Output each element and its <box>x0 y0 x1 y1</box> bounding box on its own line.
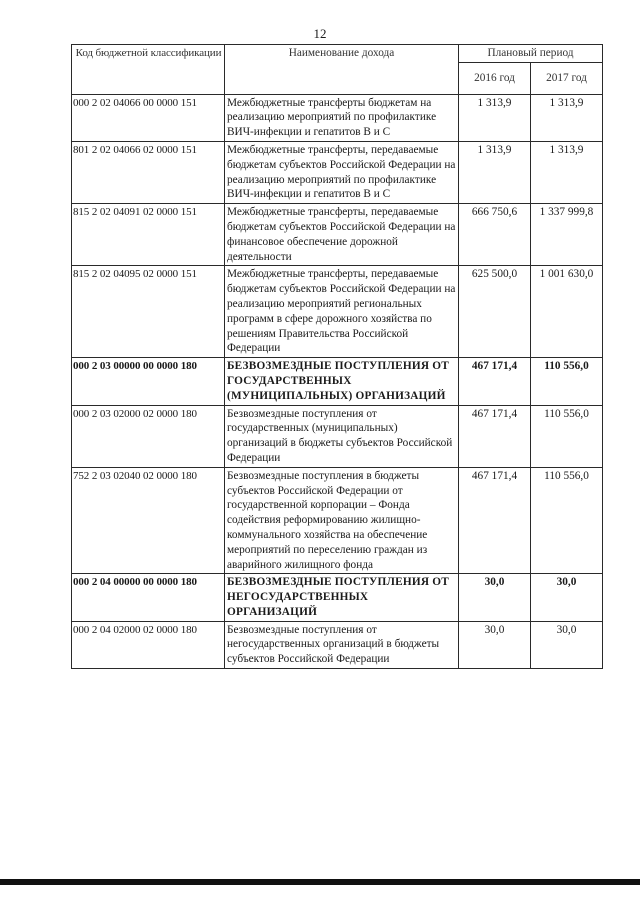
row-code: 000 2 03 02000 02 0000 180 <box>72 405 225 467</box>
table-row <box>72 405 603 467</box>
table-row <box>72 266 603 358</box>
row-value-2017: 30,0 <box>531 574 603 621</box>
row-code: 815 2 02 04095 02 0000 151 <box>72 266 225 358</box>
row-name: Безвозмездные поступления в бюджеты субъектов Российской Федерации от государственной корпорации – Фонда содействия реформированию жилищно-коммунального хозяйства на обеспечение мероприятий по переселению граждан из аварийного жилищного фонда <box>225 467 459 574</box>
row-name: Межбюджетные трансферты, передаваемые бюджетам субъектов Российской Федерации на реализацию мероприятий региональных программ в сфере дорожного хозяйства по решениям Правительства Российской Федерации <box>225 266 459 358</box>
bottom-border-bar <box>0 879 640 885</box>
row-value-2016: 467 171,4 <box>459 405 531 467</box>
header-name: Наименование дохода <box>225 45 459 95</box>
row-value-2017: 1 313,9 <box>531 141 603 203</box>
row-name: Межбюджетные трансферты, передаваемые бюджетам субъектов Российской Федерации на реализацию мероприятий по профилактике ВИЧ-инфекции и гепатитов В и С <box>225 141 459 203</box>
row-name: БЕЗВОЗМЕЗДНЫЕ ПОСТУПЛЕНИЯ ОТ ГОСУДАРСТВЕННЫХ (МУНИЦИПАЛЬНЫХ) ОРГАНИЗАЦИЙ <box>225 358 459 405</box>
row-value-2017: 110 556,0 <box>531 358 603 405</box>
page-number: 12 <box>313 26 327 41</box>
row-value-2016: 467 171,4 <box>459 358 531 405</box>
row-code: 815 2 02 04091 02 0000 151 <box>72 204 225 266</box>
row-value-2017: 110 556,0 <box>531 467 603 574</box>
row-code: 000 2 02 04066 00 0000 151 <box>72 94 225 141</box>
row-value-2016: 467 171,4 <box>459 467 531 574</box>
row-value-2016: 666 750,6 <box>459 204 531 266</box>
row-name: Безвозмездные поступления от негосударственных организаций в бюджеты субъектов Российской Федерации <box>225 621 459 668</box>
row-value-2017: 110 556,0 <box>531 405 603 467</box>
budget-revenue-table <box>71 44 603 669</box>
table-header-row <box>72 45 603 63</box>
row-name: Межбюджетные трансферты бюджетам на реализацию мероприятий по профилактике ВИЧ-инфекции и гепатитов В и С <box>225 94 459 141</box>
header-year-2017: 2017 год <box>531 62 603 94</box>
row-value-2016: 1 313,9 <box>459 141 531 203</box>
table-row <box>72 141 603 203</box>
table-row <box>72 358 603 405</box>
table-row <box>72 204 603 266</box>
row-code: 000 2 04 00000 00 0000 180 <box>72 574 225 621</box>
table-row <box>72 574 603 621</box>
header-code: Код бюджетной классификации <box>72 45 225 95</box>
row-code: 801 2 02 04066 02 0000 151 <box>72 141 225 203</box>
row-code: 000 2 04 02000 02 0000 180 <box>72 621 225 668</box>
table-row <box>72 467 603 574</box>
row-value-2017: 1 337 999,8 <box>531 204 603 266</box>
row-value-2017: 1 001 630,0 <box>531 266 603 358</box>
row-value-2016: 30,0 <box>459 621 531 668</box>
row-name: БЕЗВОЗМЕЗДНЫЕ ПОСТУПЛЕНИЯ ОТ НЕГОСУДАРСТВЕННЫХ ОРГАНИЗАЦИЙ <box>225 574 459 621</box>
row-name: Безвозмездные поступления от государственных (муниципальных) организаций в бюджеты субъектов Российской Федерации <box>225 405 459 467</box>
table-row <box>72 94 603 141</box>
row-value-2017: 30,0 <box>531 621 603 668</box>
header-period: Плановый период <box>459 45 603 63</box>
table-row <box>72 621 603 668</box>
row-value-2016: 625 500,0 <box>459 266 531 358</box>
row-code: 752 2 03 02040 02 0000 180 <box>72 467 225 574</box>
row-name: Межбюджетные трансферты, передаваемые бюджетам субъектов Российской Федерации на финансовое обеспечение дорожной деятельности <box>225 204 459 266</box>
row-value-2016: 30,0 <box>459 574 531 621</box>
row-value-2016: 1 313,9 <box>459 94 531 141</box>
header-year-2016: 2016 год <box>459 62 531 94</box>
row-value-2017: 1 313,9 <box>531 94 603 141</box>
row-code: 000 2 03 00000 00 0000 180 <box>72 358 225 405</box>
